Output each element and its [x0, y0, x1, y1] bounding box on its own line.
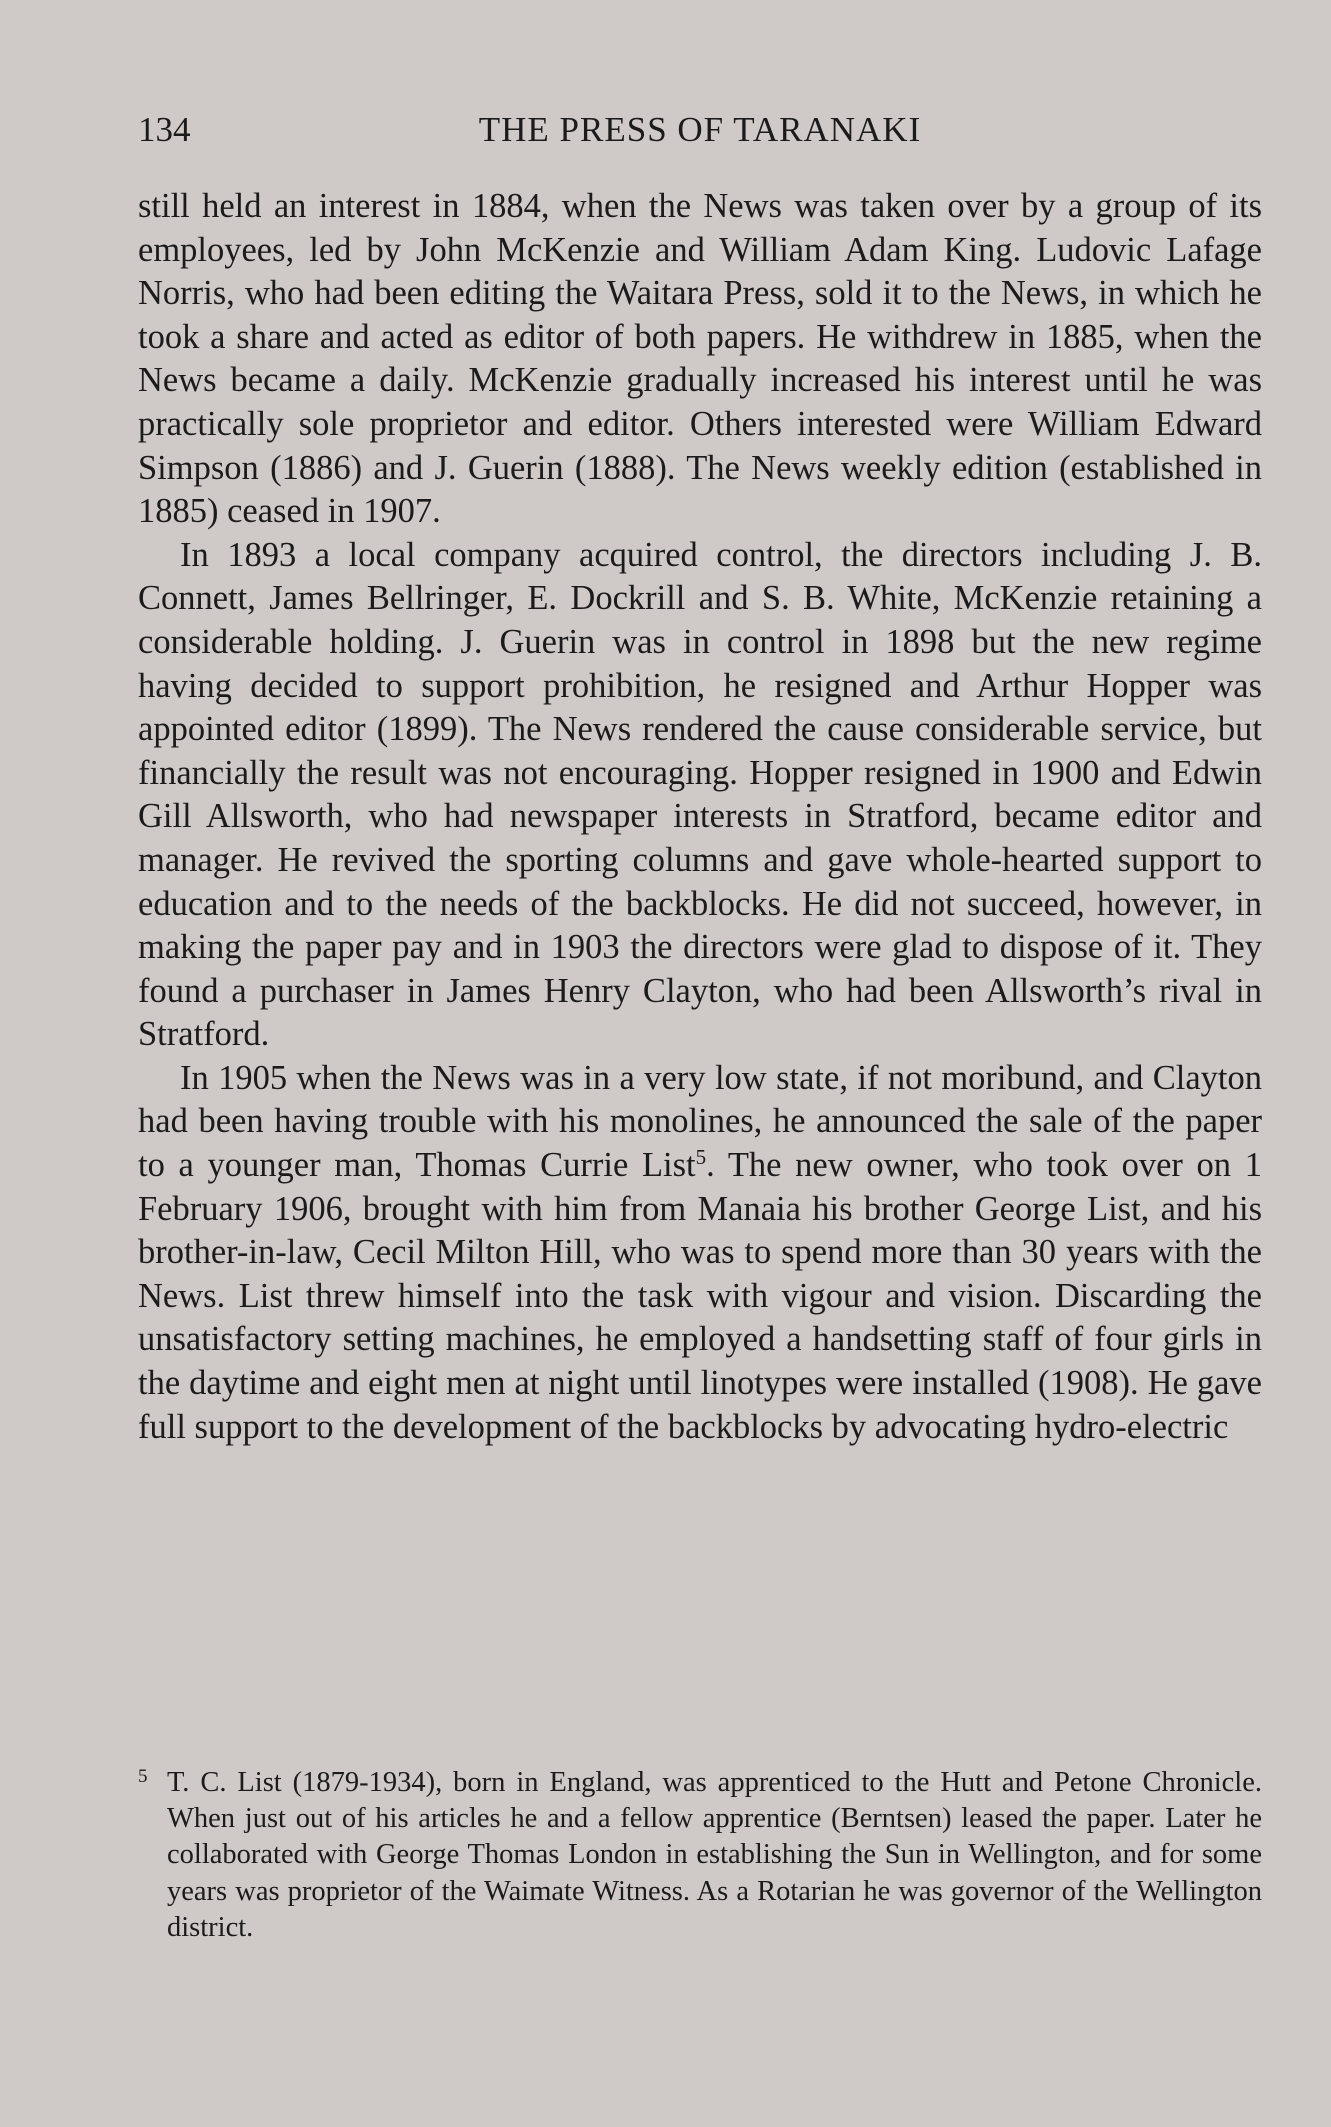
footnote-text: T. C. List (1879-1934), born in England, was apprenticed to the Hutt and Petone Chronicle. When just out of his articles he and a fellow apprentice (Berntsen) leased the paper. Later he collaborated with George Thomas London in establishing the Sun in Wellington, and for some years was proprietor of the Waimate Witness. As a Rotarian he was governor of the Wellington district. — [167, 1767, 1262, 1943]
paragraph-text-before-ref: In 1905 when the News was in a very low state, if not moribund, and Clayton had been having trouble with his monolines, he announced the sale of the paper to a younger man, Thomas Currie List — [138, 1058, 1262, 1185]
paragraph-1905-sale — [138, 1057, 1262, 1449]
running-title: THE PRESS OF TARANAKI — [478, 110, 922, 149]
paragraph-text-after-ref: . The new owner, who took over on 1 February 1906, brought with him from Manaia his brother George List, and his brother-in-law, Cecil Milton Hill, who was to spend more than 30 years with the News. List threw himself into the task with vigour and vision. Discarding the unsatisfactory setting machines, he employed a handsetting staff of four girls in the daytime and eight men at night until linotypes were installed (1908). He gave full support to the development of the backblocks by advocating hydro-electric — [138, 1146, 1262, 1446]
paragraph-1893-company: In 1893 a local company acquired control, the directors including J. B. Connett, James Bellringer, E. Dockrill and S. B. White, McKenzie retaining a considerable holding. J. Guerin was in control in 1898 but the new regime having decided to support prohibition, he resigned and Arthur Hopper was appointed editor (1899). The News rendered the cause considerable service, but financially the result was not encouraging. Hopper resigned in 1900 and Edwin Gill Allsworth, who had newspaper interests in Stratford, became editor and manager. He revived the sporting columns and gave whole-hearted support to education and to the needs of the backblocks. He did not succeed, however, in making the paper pay and in 1903 the directors were glad to dispose of it. They found a purchaser in James Henry Clayton, who had been Allsworth’s rival in Stratford. — [138, 535, 1262, 1054]
paragraph-continued: still held an interest in 1884, when the News was taken over by a group of its employees, led by John McKenzie and William Adam King. Ludovic Lafage Norris, who had been editing the Waitara Press, sold it to the News, in which he took a share and acted as editor of both papers. He withdrew in 1885, when the News became a daily. McKenzie gradually increased his interest until he was practically sole proprietor and editor. Others interested were William Edward Simpson (1886) and J. Guerin (1888). The News weekly edition (established in 1885) ceased in 1907. — [138, 187, 1262, 531]
footnote-reference[interactable]: 5 — [695, 1145, 707, 1170]
footnote-marker: 5 — [138, 1766, 148, 1787]
body-text — [138, 185, 1262, 1449]
page-number: 134 — [138, 110, 191, 149]
footnote-item — [138, 1759, 1262, 1946]
footnotes — [138, 1759, 1262, 1946]
page-header — [138, 108, 1262, 152]
